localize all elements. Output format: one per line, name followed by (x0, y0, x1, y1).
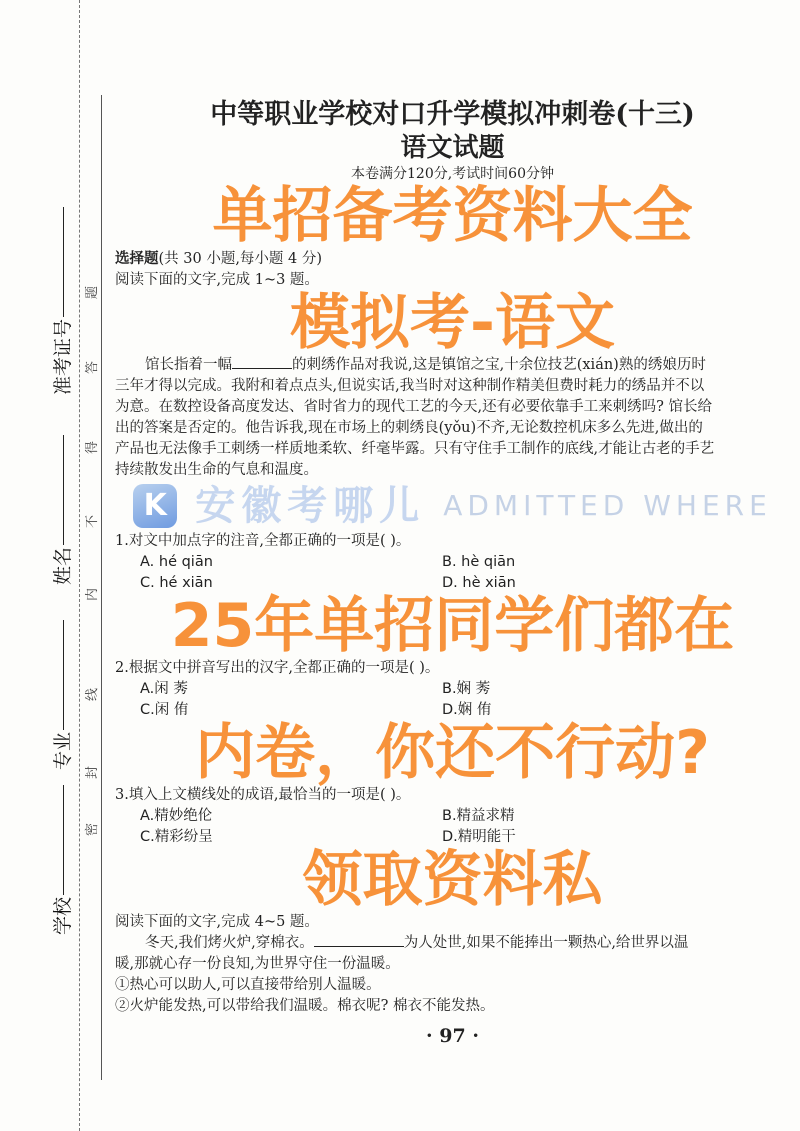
promo-overlay: 单招备考资料大全 (212, 181, 693, 251)
option: D. hè xiān (442, 575, 516, 591)
watermark-en: ADMITTED WHERE (443, 489, 772, 522)
watermark-cn: 安徽考哪儿 (195, 483, 426, 529)
subject-title: 语文试题 (400, 133, 505, 163)
option: A.闲 莠 (140, 681, 188, 697)
seal-char: 答 (85, 360, 101, 375)
option: C.精彩纷呈 (140, 829, 213, 845)
seal-char: 封 (85, 765, 101, 780)
sentence-2: ②火炉能发热,可以带给我们温暖。棉衣呢? 棉衣不能发热。 (115, 998, 495, 1014)
watermark-logo (133, 484, 177, 528)
passage-line: 产品也无法像手工刺绣一样质地柔软、纤毫毕露。只有守住手工制作的底线,才能让古老的手艺 (115, 441, 715, 457)
option: C. hé xiān (140, 575, 213, 591)
name-field: 姓名 (48, 435, 75, 585)
option-row (115, 679, 790, 700)
option-row (115, 552, 790, 573)
reading1-intro: 阅读下面的文字,完成 1~3 题。 (115, 272, 319, 288)
exam-title: 中等职业学校对口升学模拟冲刺卷(十三) (210, 99, 695, 130)
seal-char: 内 (85, 587, 101, 602)
promo-overlay: 领取资料私 (302, 845, 603, 915)
seal-char: 得 (85, 440, 101, 455)
page-number: · 97 · (426, 1025, 479, 1047)
option: D.精明能干 (442, 829, 516, 845)
passage-line: 出的答案是否定的。他告诉我,现在市场上的刺绣良(yǒu)不齐,无论数控机床多么先进,做出的 (115, 420, 703, 436)
passage-line: 为意。在数控设备高度发达、省时省力的现代工艺的今天,还有必要依靠手工来刺绣吗? 馆长给 (115, 399, 712, 415)
option: C.闲 侑 (140, 702, 189, 718)
reading2-intro: 阅读下面的文字,完成 4~5 题。 (115, 914, 319, 930)
major-field: 专业 (48, 620, 75, 770)
exam-page (115, 98, 790, 1049)
logo-letter: K (143, 488, 167, 523)
exam-id-field: 准考证号 (48, 207, 75, 395)
section-heading: 选择题(共 30 小题,每小题 4 分) (115, 250, 323, 267)
option: A.精妙绝伦 (140, 808, 213, 824)
option-row (115, 806, 790, 827)
passage-line: 三年才得以完成。我附和着点点头,但说实话,我当时对这种制作精美但费时耗力的绣品并不以 (115, 378, 705, 394)
option: A. hé qiān (140, 554, 213, 570)
seal-char: 线 (85, 687, 101, 702)
seal-char: 题 (85, 285, 101, 300)
option: B. hè qiān (442, 554, 516, 570)
option: D.娴 侑 (442, 702, 492, 718)
passage-line: 持续散发出生命的气息和温度。 (115, 462, 318, 478)
passage-line: 冬天,我们烤火炉,穿棉衣。 为人处世,如果不能捧出一颗热心,给世界以温 (145, 935, 689, 951)
seal-char: 密 (85, 822, 101, 837)
binding-dashed-line (79, 0, 80, 1131)
question-2: 2.根据文中拼音写出的汉字,全都正确的一项是( )。 (115, 660, 440, 676)
promo-overlay: 25年单招同学们都在 (170, 591, 735, 661)
question-3: 3.填入上文横线处的成语,最恰当的一项是( )。 (115, 787, 411, 803)
promo-overlay: 模拟考-语文 (290, 288, 615, 358)
school-field: 学校 (48, 785, 75, 935)
margin-rule (101, 95, 102, 1080)
sentence-1: ①热心可以助人,可以直接带给别人温暖。 (115, 977, 381, 993)
passage-line: 暖,那就心存一份良知,为世界守住一份温暖。 (115, 956, 400, 972)
option: B.精益求精 (442, 808, 515, 824)
option: B.娴 莠 (442, 681, 491, 697)
promo-overlay: 内卷，你还不行动? (195, 718, 710, 788)
question-1: 1.对文中加点字的注音,全都正确的一项是( )。 (115, 533, 411, 549)
watermark (115, 481, 790, 531)
passage-line: 馆长指着一幅 的刺绣作品对我说,这是镇馆之宝,十余位技艺(xián)熟的绣娘历时 (145, 357, 706, 373)
exam-info: 本卷满分120分,考试时间60分钟 (351, 166, 554, 182)
seal-char: 不 (85, 514, 101, 529)
